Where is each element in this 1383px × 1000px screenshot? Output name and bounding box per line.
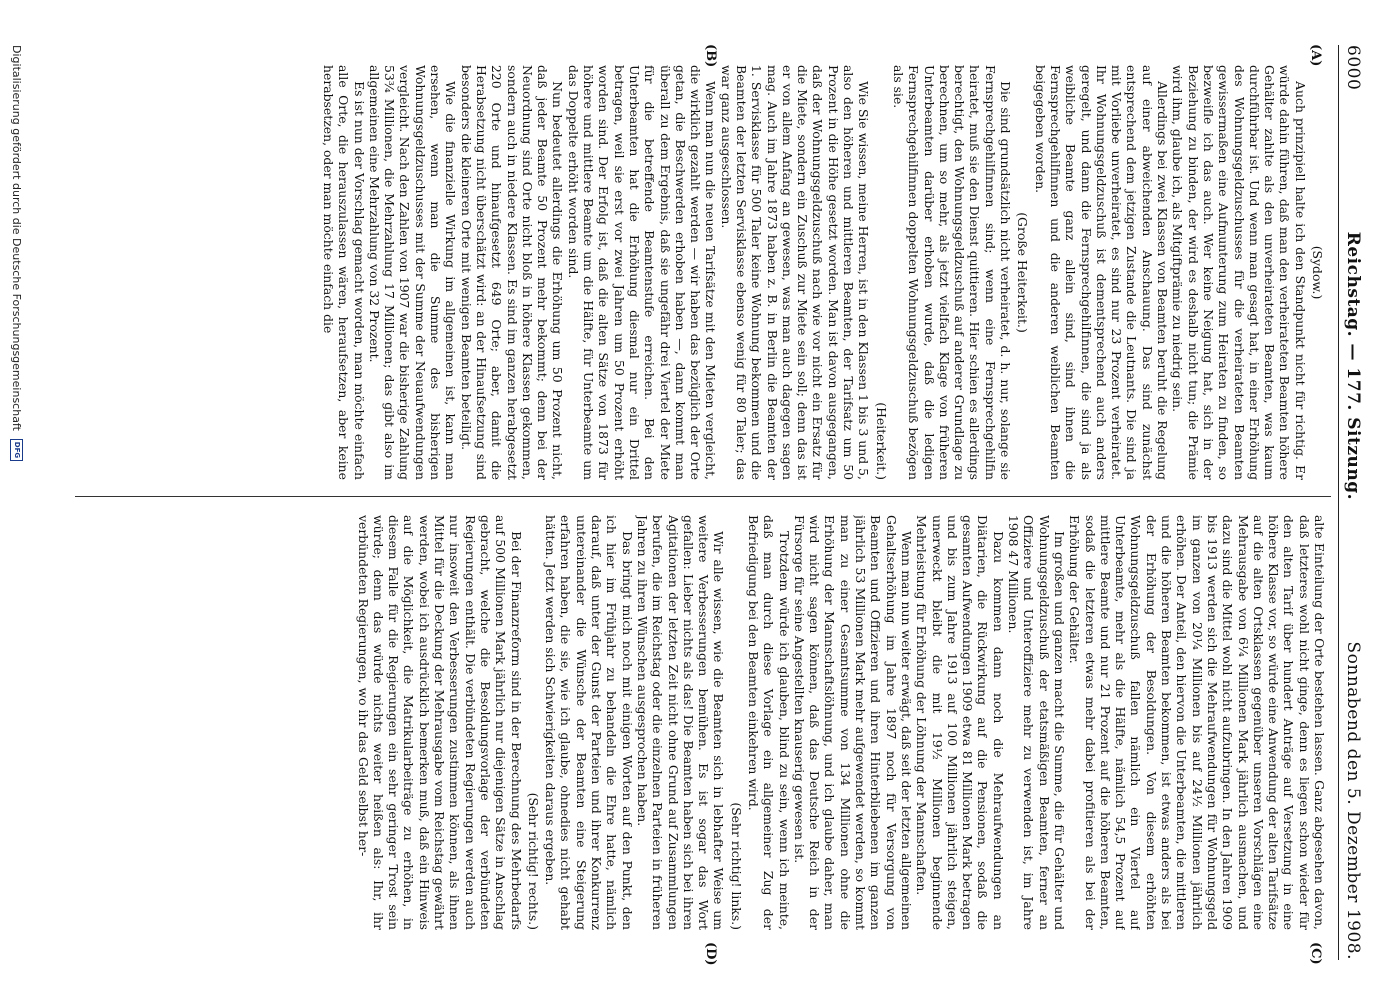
right-column [70, 515, 1327, 930]
paragraph: Wir alle wissen, wie die Beamten sich in lebhafter Weise um weitere Verbesserungen bemühen. Es ist sogar das Wort gefallen: Lieber nichts als das! Die Beamten haben sich bei ihren Agitationen der letzten Zeit nicht ohne Grund auf Zusammlungen berufen, die im Reichstag oder die einzelnen Parteien in früheren Jahren zu ihren Wünschen ausgesprochen haben. [634, 515, 727, 930]
paragraph: Trotzdem würde ich glauben, blind zu sein, wenn ich meinte, daß man durch diese Vorlage ein allgemeiner Zug der Befriedigung bei den Beamten einkehren wird. [746, 515, 792, 930]
audience-reaction: (Sehr richtig! rechts.) [525, 792, 541, 930]
dfg-logo: DFG [10, 439, 23, 461]
left-column [70, 65, 1327, 480]
margin-letter-d: (D) [703, 942, 718, 966]
audience-reaction: (Heiterkeit.) [873, 402, 889, 480]
page-number: 6000 [1343, 45, 1363, 91]
audience-reaction: (Große Heiterkeit.) [1015, 212, 1031, 333]
paragraph: Die sind grundsätzlich nicht verheiratet, d. h. nur, solange sie Fernsprechgehilfinnen sind; wenn eine Fernsprechgehilfin heiratet, muß sie den Dienst quittieren. Hier schien es allerdings berechtigt, den Wohnungsgeldzuschuß auf anderer Grundlage zu berechnen, um so mehr, als jetzt vielfach Klage von früheren Unterbeamten darüber erhoben wurde, daß die ledigen Fernsprechgehilfinnen doppelten Wohnungsgeldzuschuß bezögen als sie. [890, 65, 1014, 480]
header-title: Reichstag. — 177. Sitzung. [1343, 231, 1363, 501]
column-divider [75, 496, 1331, 497]
margin-letter-a: (A) [1308, 44, 1323, 67]
paragraph: Das bringt mich noch mit einigen Worten auf den Punkt, den ich hier im Frühjahr zu behandeln die Ehre hatte, nämlich darauf, daß unter der Gunst der Parteien und ihrer Konkurrenz untereinander die Wünsche der Beamten eine Steigerung erfahren haben, die sie, wie ich glaube, ohnedies nicht gehabt hätten. Jetzt werden sich Schwierigkeiten daraus ergeben. [543, 515, 635, 930]
paragraph: Wie Sie wissen, meine Herren, ist in den Klassen 1 bis 3 und 5, also den höheren und mittleren Beamten, der Tarifsatz um 50 Prozent in die Höhe gesetzt worden. Man ist davon ausgegangen, daß der Wohnungsgeldzuschuß nach wie vor nicht ein Ersatz für die Miete, sondern ein Zuschuß zur Miete sein soll; denn das ist er von allem Anfang an gewesen, was man auch dagegen sagen mag. Auch im Jahre 1873 haben z. B. in Berlin die Beamten der 1. Servisklasse für 500 Taler keine Wohnung bekommen und die Beamten der letzten Servisklasse ebenso wenig für 80 Taler; das war ganz ausgeschlossen. [718, 65, 872, 480]
paragraph: Auch prinzipiell halte ich den Standpunkt nicht für richtig. Er würde dahin führen, daß man den verheirateten Beamten höhere Gehälter zahlte als den unverheirateten Beamten, was kaum durchführbar ist. Und wenn man gesagt hat, in einer Erhöhung des Wohnungsgeldzuschusses für die verheirateten Beamten gewissermaßen eine Aufmunterung zum Heiraten zu finden, so bezweifle ich das auch. Wer keine Neigung hat, sich in der Beziehung zu binden, der wird es deshalb nicht tun; die Prämie wird ihm, glaube ich, als Mitgiftprämie zu niedrig sein. [1170, 65, 1308, 480]
page-header [1338, 45, 1373, 960]
header-date: Sonnabend den 5. Dezember 1908. [1343, 641, 1363, 960]
paragraph: Wenn man nun weiter erwägt, daß seit der letzten allgemeinen Gehaltserhöhung im Jahre 1897 noch für Versorgung von Beamten und Offizieren und ihren Hinterbliebenen im ganzen jährlich 53 Millionen Mark mehr aufgewendet werden, so kommt man zu einer Gesamtsumme von 134 Millionen ohne die Erhöhung der Mannschaftslöhnung, und ich glaube daher, man wird nicht sagen können, daß das Deutsche Reich in der Fürsorge für seine Angestellten knauserig gewesen ist. [791, 515, 914, 930]
paragraph: Allerdings bei zwei Klassen von Beamten beruht die Regelung auf einer abweichenden Anschauung. Das sind zunächst entsprechend dem jetzigen Zustande die Leutnants. Die sind ja mit Vorliebe unverheiratet, es sind nur 23 Prozent verheiratet. Ihr Wohnungsgeldzuschuß ist dementsprechend auch anders geregelt, und dann die Fernsprechgehilfinnen, die sind ja als weibliche Beamte ganz allein sind, sind ihnen die Fernsprechgehilfinnen und die anderen weiblichen Beamten beigegeben worden. [1032, 65, 1171, 480]
margin-letter-c: (C) [1308, 942, 1323, 965]
paragraph: Nun bedeutet allerdings die Erhöhung um 50 Prozent nicht, daß jeder Beamte 50 Prozent mehr bekommt; denn bei der Neuordnung sind Orte nicht bloß in höhere Klassen gekommen, sondern auch in niedere Klassen. Es sind im ganzen herabgesetzt 220 Orte und hinaufgesetzt 649 Orte; aber, damit die Herabsetzung nicht überschätzt wird: an der Hinaufsetzung sind besonders die kleineren Orte mit wenigen Beamten beteiligt. [458, 65, 566, 480]
speaker-name: (Sydow.) [1310, 245, 1325, 300]
paragraph: Wie die finanzielle Wirkung im allgemeinen ist, kann man ersehen, wenn man die Summe des bisherigen Wohnungsgeldzuschusses mit der Summe der Neuaufwendungen vergleicht. Nach den Zahlen von 1907 war die bisherige Zahlung 53¾ Millionen, die Mehrzahlung 17 Millionen; das gibt also im allgemeinen eine Mehrzahlung von 32 Prozent. [366, 65, 459, 480]
paragraph: alte Einteilung der Orte bestehen lassen. Ganz abgesehen davon, daß letzteres wohl nicht ginge, denn es liegen schon wieder für den alten Tarif über hundert Anträge auf Versetzung in eine höhere Klasse vor, so würde eine Anwendung der alten Tarifsätze auf die alten Ortsklassen gegenüber unseren Vorschlägen eine Mehrausgabe von 6¼ Millionen Mark jährlich ausmachen, und dazu sind die Mittel wohl nicht aufzubringen. In den Jahren 1909 bis 1913 werden sich die Mehraufwendungen für Wohnungsgeld im ganzen von 20¼ Millionen bis auf 24½ Millionen jährlich erhöhen. Der Anteil, den hiervon die Unterbeamten, die mittleren und die höheren Beamten bekommen, ist etwas anders als bei der Erhöhung der Besoldungen. Von diesem erhöhten Wohnungsgeldzuschuß fallen nämlich ein Viertel auf Unterbeamte, mehr als die Hälfte, nämlich 54,5 Prozent auf mittlere Beamte und nur 21 Prozent auf die höheren Beamten, sodaß die letzteren etwas mehr dabei profitieren als bei der Erhöhung der Gehälter. [1067, 515, 1327, 930]
paragraph: Wenn man nun die neuen Tarifsätze mit den Mieten vergleicht, die wirklich gezahlt werden — wir haben das bezüglich der Orte getan, die Beschwerden erhoben haben —, dann kommt man überall zu dem Ergebnis, daß sie ungefähr drei Viertel der Miete für die betreffende Beamtenstufe erreichen. Bei den Unterbeamten hat die Erhöhung diesmal nur ein Drittel betragen, weil sie erst vor zwei Jahren um 50 Prozent erhöht worden sind. Der Erfolg ist, daß die alten Sätze von 1873 für höhere und mittlere Beamte um die Hälfte, für Unterbeamte um das Doppelte erhöht worden sind. [565, 65, 719, 480]
credit-text: Digitalisierung gefördert durch die Deutsche Forschungsgemeinschaft [10, 45, 23, 431]
audience-reaction: (Sehr richtig! links.) [728, 802, 744, 930]
paragraph: Dazu kommen dann noch die Mehraufwendungen an Diätarien, die Rückwirkung auf die Pensionen, sodaß die gesamten Aufwendungen 1909 etwa 81 Millionen Mark betragen und bis zum Jahre 1913 auf 100 Millionen jährlich steigen, unerweckt bleibt die mit 19½ Millionen beginnende Mehrleistung für Erhöhung der Löhnung der Mannschaften. [914, 515, 1006, 930]
digitization-credit [10, 45, 23, 960]
paragraph: Es ist nun der Vorschlag gemacht worden, man möchte einfach alle Orte, die herauszulassen wären, heraufsetzen, aber keine herabsetzen, oder man möchte einfach die [321, 65, 367, 480]
paragraph: Bei der Finanzreform sind in der Berechnung des Mehrbedarfs auf 500 Millionen Mark jährlich nur diejenigen Sätze in Anschlag gebracht, welche die Besoldungsvorlage der verbündeten Regierungen enthält. Die verbündeten Regierungen werden auch nur insoweit den Verbesserungen zustimmen können, als ihnen Mittel für die Deckung der Mehrausgabe vom Reichstag gewährt werden, wobei ich ausdrücklich bemerken muß, daß ein Hinweis auf die Möglichkeit, die Matrikularbeiträge zu erhöhen, in diesem Falle für die Regierungen ein sehr geringer Trost sein würde; denn das würde nichts weiter heißen als: Ihr, ihr verbündeten Regierungen, wo ihr das Geld selbst her- [355, 515, 524, 930]
margin-letter-b: (B) [703, 44, 718, 68]
paragraph: Im großen und ganzen macht die Summe, die für Gehälter und Wohnungsgeldzuschuß der etatsmäßigen Beamten, ferner an Offiziere und Unteroffiziere mehr zu verwenden ist, im Jahre 1908 47 Millionen. [1006, 515, 1067, 930]
